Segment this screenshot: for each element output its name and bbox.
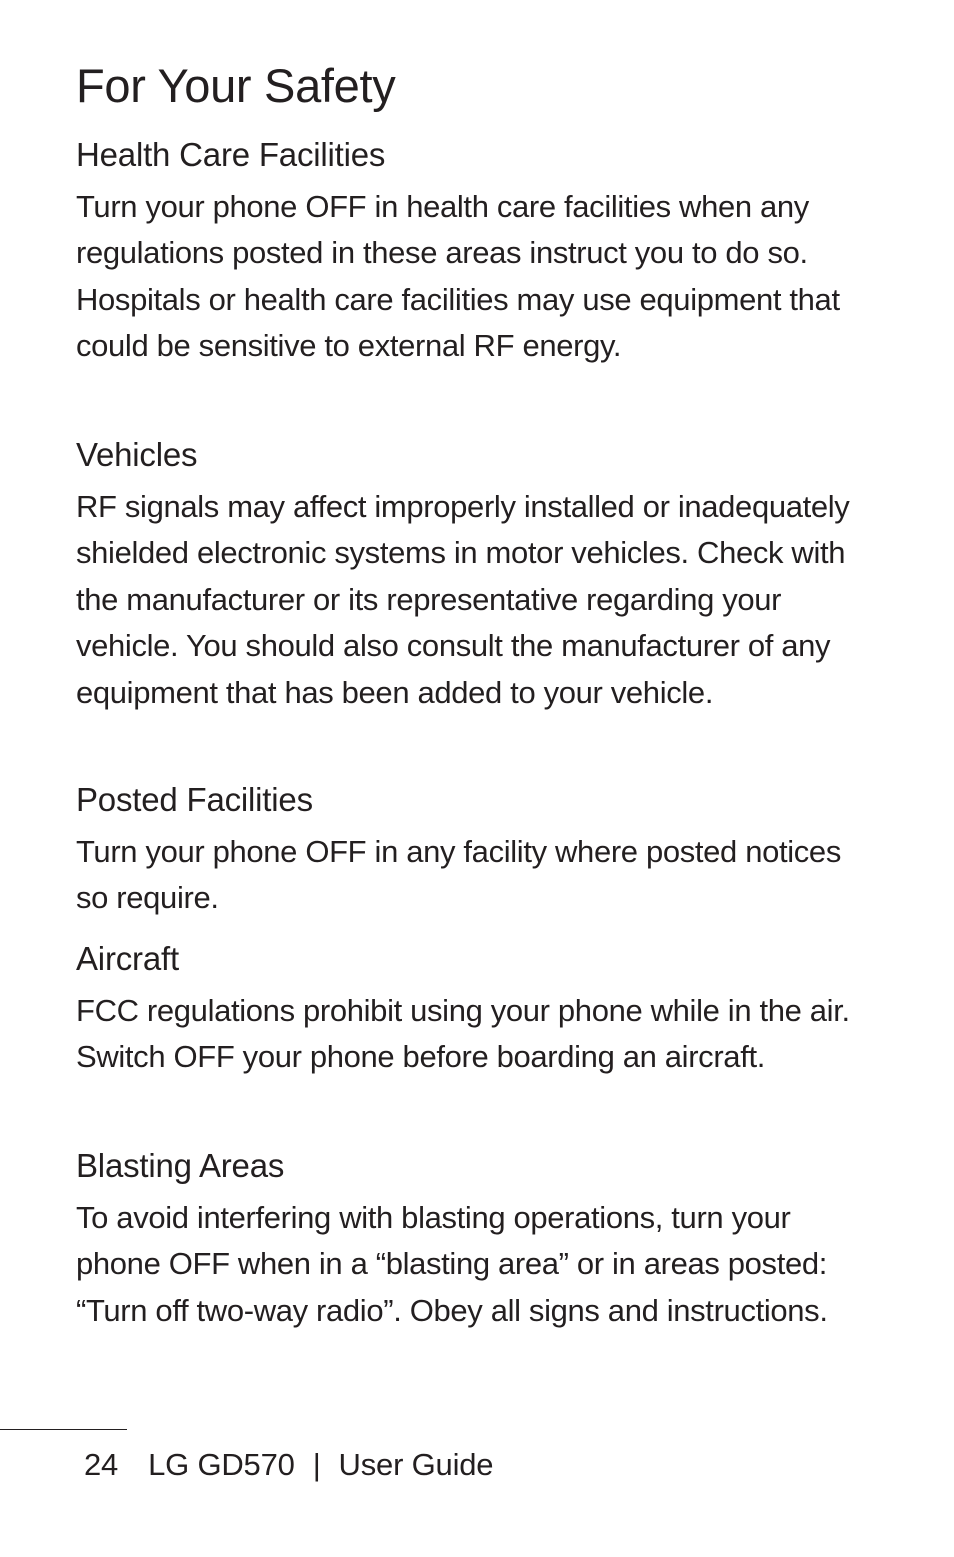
page-number: 24 (84, 1447, 119, 1482)
footer-separator: | (312, 1447, 321, 1482)
section-body: RF signals may affect improperly installed or inadequately shielded electronic systems in motor vehicles. Check with the manufacturer or its representative regarding your vehicle. You should also consult the manufacturer of any equipment that has been added to your vehicle. (76, 489, 850, 710)
section-aircraft (76, 937, 876, 1081)
section-body: Turn your phone OFF in health care facilities when any regulations posted in these areas instruct you to do so. Hospitals or health care facilities may use equipment that could be sensitive to external RF energy. (76, 189, 840, 364)
section-blasting-areas (76, 1144, 876, 1334)
footer-guide-label: User Guide (338, 1447, 494, 1482)
section-health-care-facilities (76, 133, 876, 370)
section-body: Turn your phone OFF in any facility where posted notices so require. (76, 834, 841, 916)
section-heading: Health Care Facilities (76, 136, 386, 173)
section-heading: Vehicles (76, 436, 198, 473)
page-footer (84, 1444, 493, 1486)
section-heading: Blasting Areas (76, 1147, 285, 1184)
section-body: To avoid interfering with blasting operations, turn your phone OFF when in a “blasting area” or in areas posted: “Turn off two-way radio”. Obey all signs and instructions. (76, 1200, 828, 1328)
section-posted-facilities (76, 778, 876, 922)
section-vehicles (76, 433, 876, 716)
section-heading: Aircraft (76, 940, 179, 977)
section-body: FCC regulations prohibit using your phone while in the air. Switch OFF your phone before boarding an aircraft. (76, 993, 850, 1075)
page-title: For Your Safety (76, 59, 396, 112)
footer-model: LG GD570 (148, 1447, 295, 1482)
section-heading: Posted Facilities (76, 781, 313, 818)
footer-divider (0, 1429, 127, 1430)
